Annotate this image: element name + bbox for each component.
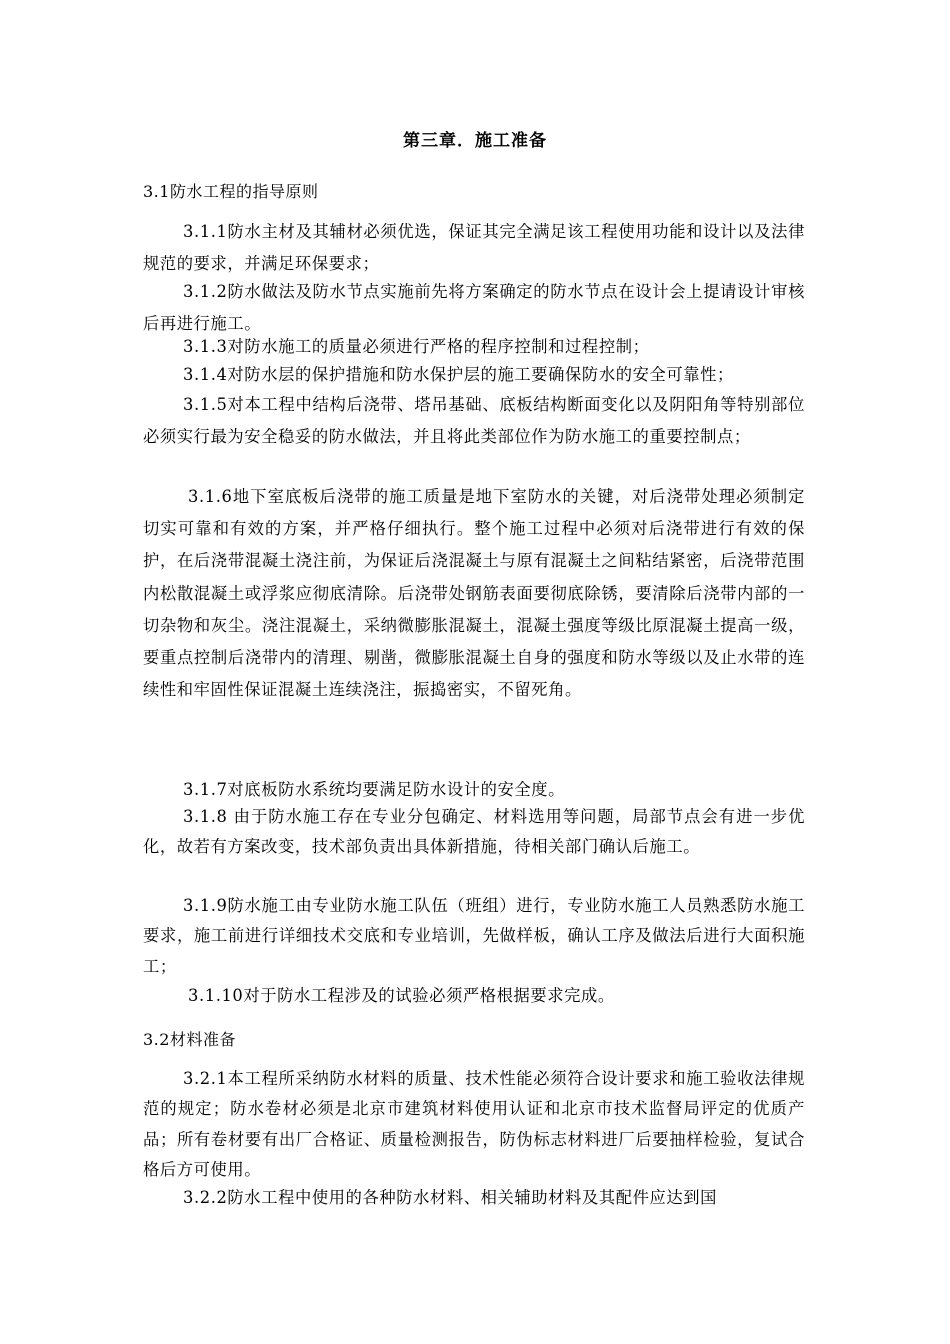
paragraph-3-1-7: 3.1.7对底板防水系统均要满足防水设计的安全度。 <box>183 780 566 799</box>
paragraph-3-2-1: 3.2.1本工程所采纳防水材料的质量、技术性能必须符合设计要求和施工验收法律规范的规定；防水卷材必须是北京市建筑材料使用认证和北京市技术监督局评定的优质产品；所有卷材要有出厂合格证、质量检测报告，防伪标志材料进厂后要抽样检验，复试合格后方可使用。 <box>143 1069 805 1179</box>
paragraph-3-1-3: 3.1.3对防水施工的质量必须进行严格的程序控制和过程控制； <box>183 337 650 356</box>
section-heading-3-2: 3.2材料准备 <box>143 1030 236 1049</box>
paragraph-3-2-2: 3.2.2防水工程中使用的各种防水材料、相关辅助材料及其配件应达到国 <box>183 1188 717 1207</box>
paragraph-3-1-10: 3.1.10对于防水工程涉及的试验必须严格根据要求完成。 <box>188 986 615 1005</box>
paragraph-3-1-6: 3.1.6地下室底板后浇带的施工质量是地下室防水的关键，对后浇带处理必须制定切实可靠和有效的方案，并严格仔细执行。整个施工过程中必须对后浇带进行有效的保护，在后浇带混凝土浇注前，为保证后浇混凝土与原有混凝土之间粘结紧密，后浇带范围内松散混凝土或浮浆应彻底清除。后浇带处钢筋表面要彻底除锈，要清除后浇带内部的一切杂物和灰尘。浇注混凝土，采纳微膨胀混凝土，混凝土强度等级比原混凝土提高一级，要重点控制后浇带内的清理、剔凿，微膨胀混凝土自身的强度和防水等级以及止水带的连续性和牢固性保证混凝土连续浇注，振捣密实，不留死角。 <box>143 487 805 700</box>
paragraph-3-1-1: 3.1.1防水主材及其辅材必须优选，保证其完全满足该工程使用功能和设计以及法律规范的要求，并满足环保要求； <box>143 222 805 273</box>
paragraph-3-1-9: 3.1.9防水施工由专业防水施工队伍（班组）进行，专业防水施工人员熟悉防水施工要求，施工前进行详细技术交底和专业培训，先做样板，确认工序及做法后进行大面积施工； <box>143 896 805 976</box>
paragraph-3-1-5: 3.1.5对本工程中结构后浇带、塔吊基础、底板结构断面变化以及阴阳角等特别部位必须实行最为安全稳妥的防水做法，并且将此类部位作为防水施工的重要控制点； <box>143 395 805 446</box>
chapter-title: 第三章．施工准备 <box>403 131 547 151</box>
paragraph-3-1-4: 3.1.4对防水层的保护措施和防水保护层的施工要确保防水的安全可靠性； <box>183 365 734 384</box>
paragraph-3-1-8: 3.1.8 由于防水施工存在专业分包确定、材料选用等问题，局部节点会有进一步优化，故若有方案改变，技术部负责出具体新措施，待相关部门确认后施工。 <box>143 807 805 857</box>
section-heading-3-1: 3.1防水工程的指导原则 <box>143 182 319 201</box>
paragraph-3-1-2: 3.1.2防水做法及防水节点实施前先将方案确定的防水节点在设计会上提请设计审核后再进行施工。 <box>143 282 805 333</box>
